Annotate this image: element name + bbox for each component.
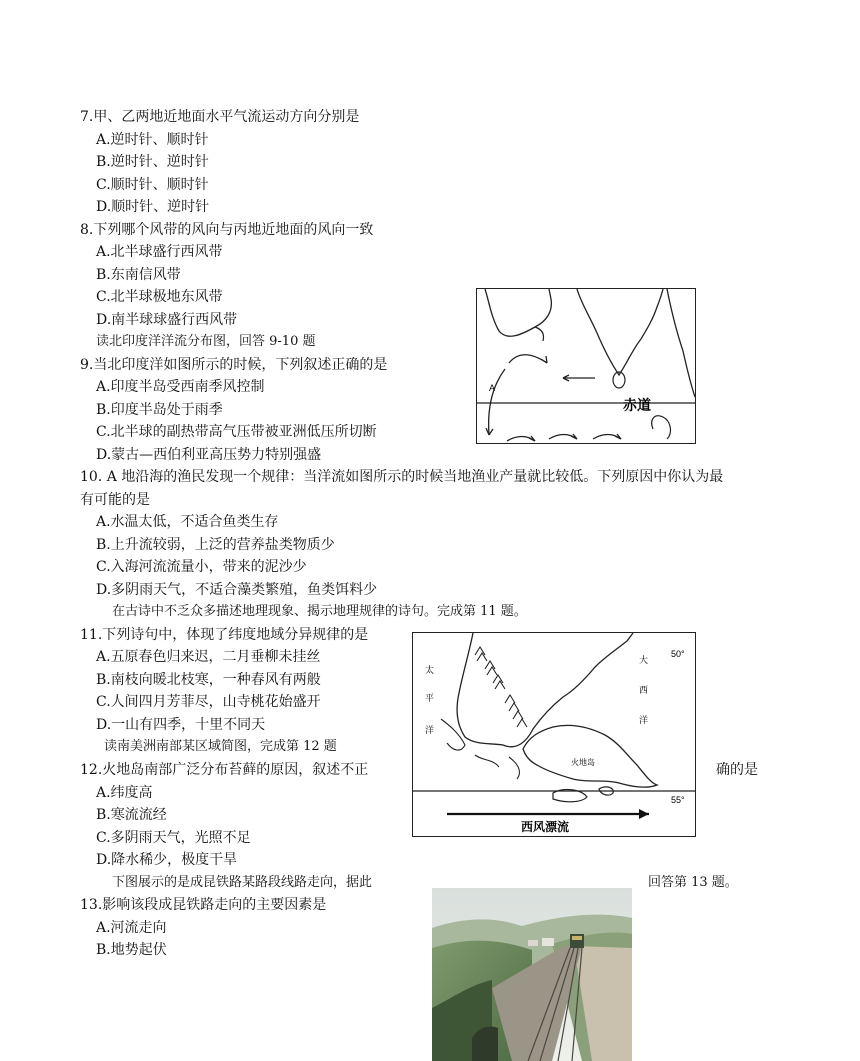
south-america-map [412,632,696,837]
option-8c: C.北半球极地东风带 [96,289,223,305]
label-pacific-2: 平 [425,694,435,704]
indian-ocean-current-map [476,288,696,444]
question-10-stem: 10. A 地沿海的渔民发现一个规律：当洋流如图所示的时候当地渔业产量就比较低。下列原因中你认为最 [80,469,724,485]
option-10a: A.水温太低，不适合鱼类生存 [96,514,279,530]
option-12d: D.降水稀少，极度干旱 [96,852,238,868]
label-pacific-3: 洋 [425,726,435,736]
south-america-map-svg [413,633,695,836]
question-11-stem: 11.下列诗句中，体现了纬度地域分异规律的是 [80,627,369,643]
option-10d: D.多阴雨天气，不适合藻类繁殖，鱼类饵料少 [96,582,378,598]
label-west-wind-drift: 西风漂流 [521,820,570,834]
option-9c: C.北半球的副热带高气压带被亚洲低压所切断 [96,424,377,440]
question-12-stem-end: 确的是 [716,762,758,778]
intro-13-end: 回答第 13 题。 [648,875,738,890]
option-8b: B.东南信风带 [96,267,181,283]
intro-11: 在古诗中不乏众多描述地理现象、揭示地理规律的诗句。完成第 11 题。 [112,604,527,619]
option-11b: B.南枝向暖北枝寒，一种春风有两般 [96,672,321,688]
option-9b: B.印度半岛处于雨季 [96,402,223,418]
label-lat-50: 50° [671,649,685,659]
question-10-stem-cont: 有可能的是 [80,492,150,508]
question-7-stem: 7.甲、乙两地近地面水平气流运动方向分别是 [80,109,360,125]
question-13-stem: 13.影响该段成昆铁路走向的主要因素是 [80,897,327,913]
question-9-stem: 9.当北印度洋如图所示的时候，下列叙述正确的是 [80,357,388,373]
option-12c: C.多阴雨天气，光照不足 [96,830,251,846]
option-7d: D.顺时针、逆时针 [96,199,210,215]
label-pacific-1: 太 [425,666,435,676]
label-lat-55: 55° [671,795,685,805]
label-atlantic-1: 大 [639,656,649,666]
label-equator: 赤道 [623,398,651,414]
label-atlantic-3: 洋 [639,716,649,726]
railway-photo-svg [432,888,632,1061]
option-12a: A.纬度高 [96,785,153,801]
option-11a: A.五原春色归来迟，二月垂柳未挂丝 [96,649,321,665]
option-10c: C.入海河流流量小，带来的泥沙少 [96,559,307,575]
option-12b: B.寒流流经 [96,807,167,823]
option-9d: D.蒙古—西伯利亚高压势力特别强盛 [96,447,322,463]
option-7b: B.逆时针、逆时针 [96,154,209,170]
intro-9-10: 读北印度洋洋流分布图，回答 9-10 题 [96,334,316,349]
option-13b: B.地势起伏 [96,942,167,958]
label-tierra-del-fuego: 火地岛 [571,758,595,767]
option-11d: D.一山有四季，十里不同天 [96,717,266,733]
option-8a: A.北半球盛行西风带 [96,244,223,260]
intro-12: 读南美洲南部某区域简图，完成第 12 题 [104,739,337,754]
option-13a: A.河流走向 [96,920,167,936]
question-8-stem: 8.下列哪个风带的风向与丙地近地面的风向一致 [80,222,374,238]
label-atlantic-2: 西 [639,686,649,696]
option-11c: C.人间四月芳菲尽，山寺桃花始盛开 [96,694,321,710]
option-9a: A.印度半岛受西南季风控制 [96,379,265,395]
option-7a: A.逆时针、顺时针 [96,132,209,148]
option-7c: C.顺时针、顺时针 [96,177,209,193]
question-12-stem: 12.火地岛南部广泛分布苔藓的原因，叙述不正 [80,762,369,778]
intro-13: 下图展示的是成昆铁路某路段线路走向，据此 [112,875,373,890]
label-a: A [489,383,496,393]
option-8d: D.南半球球盛行西风带 [96,312,238,328]
railway-photo [432,888,632,1061]
indian-ocean-map-svg [477,289,695,443]
option-10b: B.上升流较弱，上泛的营养盐类物质少 [96,537,335,553]
